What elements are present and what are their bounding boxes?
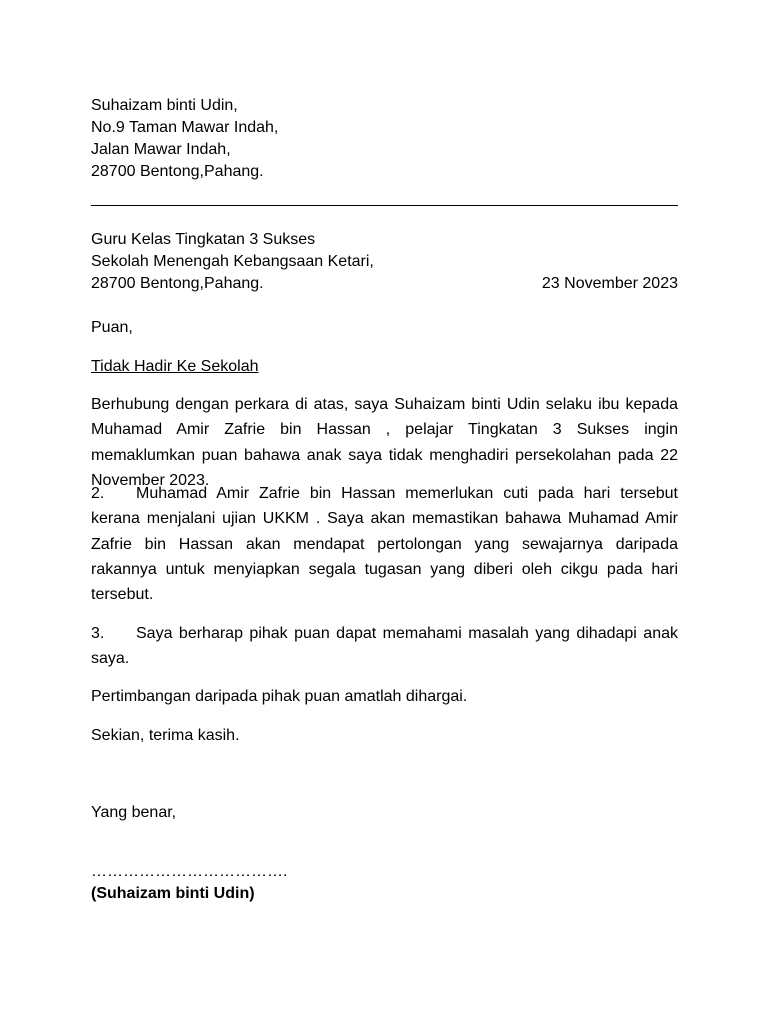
sender-address-line-2: Jalan Mawar Indah, (91, 141, 231, 158)
paragraph-3 (91, 621, 678, 672)
paragraph-4: Pertimbangan daripada pihak puan amatlah dihargai. (91, 688, 468, 705)
salutation: Puan, (91, 319, 133, 336)
paragraph-3-text: Saya berharap pihak puan dapat memahami masalah yang dihadapi anak saya. (91, 625, 678, 668)
letter-date: 23 November 2023 (541, 275, 678, 292)
paragraph-2-text: Muhamad Amir Zafrie bin Hassan memerlukan cuti pada hari tersebut kerana menjalani ujian UKKM . Saya akan memastikan bahawa Muhamad Amir Zafrie bin Hassan akan mendapat pertolongan yang sewajarnya daripada rakannya untuk menyiapkan segala tugasan yang diberi oleh cikgu pada hari tersebut. (91, 485, 678, 604)
recipient-line-2: Sekolah Menengah Kebangsaan Ketari, (91, 253, 374, 270)
recipient-line-3: 28700 Bentong,Pahang. (91, 275, 264, 292)
paragraph-2-number: 2. (91, 485, 105, 502)
paragraph-1: Berhubung dengan perkara di atas, saya Suhaizam binti Udin selaku ibu kepada Muhamad Amir Zafrie bin Hassan , pelajar Tingkatan 3 Sukses ingin memaklumkan puan bahawa anak saya tidak menghadiri persekolahan pada 22 November 2023. (91, 396, 678, 489)
letter-subject: Tidak Hadir Ke Sekolah (91, 358, 259, 375)
sender-address-line-1: No.9 Taman Mawar Indah, (91, 119, 279, 136)
signature-line: ………………………………. (91, 863, 288, 880)
signatory-name: (Suhaizam binti Udin) (91, 885, 255, 902)
paragraph-5: Sekian, terima kasih. (91, 727, 240, 744)
header-divider (91, 205, 678, 206)
sender-address-line-3: 28700 Bentong,Pahang. (91, 163, 264, 180)
sender-name: Suhaizam binti Udin, (91, 97, 238, 114)
valediction: Yang benar, (91, 804, 177, 821)
paragraph-3-number: 3. (91, 625, 105, 642)
paragraph-2 (91, 481, 678, 607)
recipient-line-1: Guru Kelas Tingkatan 3 Sukses (91, 231, 316, 248)
